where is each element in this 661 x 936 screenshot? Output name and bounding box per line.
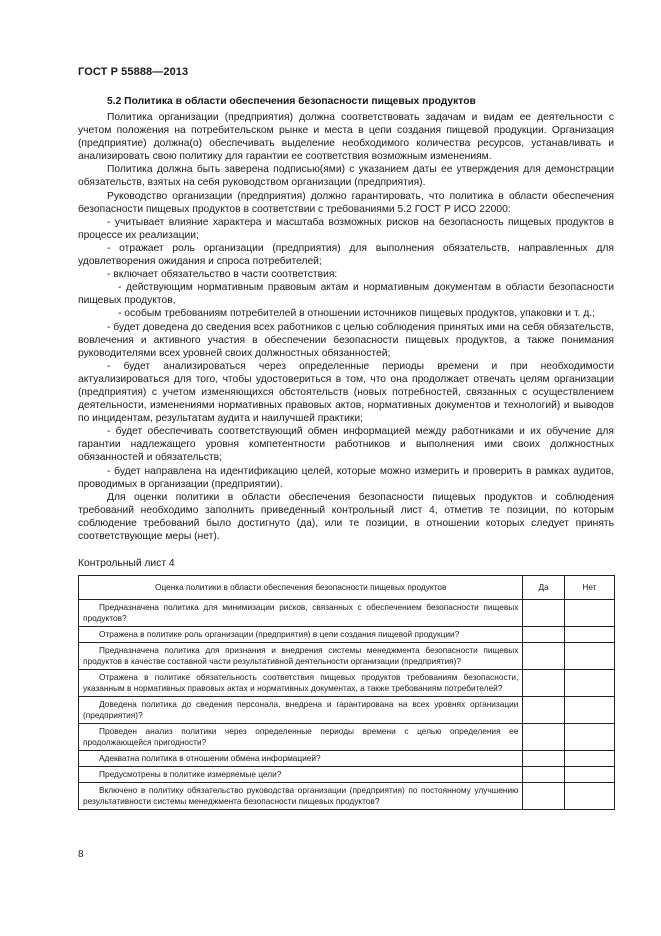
table-row <box>79 670 615 697</box>
question-cell: Доведена политика до сведения персонала, внедрена и гарантирована на всех уровнях организации (предприятия)? <box>79 697 523 724</box>
yes-cell[interactable] <box>523 751 564 767</box>
no-cell[interactable] <box>564 600 614 627</box>
question-cell: Проведен анализ политики через определенные периоды времени с целью определения ее продолжающейся пригодности? <box>79 724 523 751</box>
paragraph: Политика должна быть заверена подписью(ями) с указанием даты ее утверждения для демонстрации обязательств, взятых на себя руководством организации (предприятия). <box>78 164 614 189</box>
no-cell[interactable] <box>564 643 614 670</box>
yes-cell[interactable] <box>523 724 564 751</box>
table-row <box>79 627 615 643</box>
sub-list-item: - особым требованиям потребителей в отношении источников пищевых продуктов, упаковки и т. д.; <box>118 308 595 320</box>
paragraph: Для оценки политики в области обеспечения безопасности пищевых продуктов и соблюдения требований необходимо заполнить приведенный контрольный лист 4, отметив те позиции, по которым соблюдение требований было достигнуто (да), или те позиции, в отношении которых следует принять соответствующие меры (нет). <box>78 491 614 542</box>
question-cell: Предусмотрены в политике измеряемые цели? <box>79 767 523 783</box>
no-cell[interactable] <box>564 783 614 810</box>
question-cell: Предназначена политика для признания и внедрения системы менеджмента безопасности пищевых продуктов в качестве составной части результативной деятельности организации (предприятия)? <box>79 643 523 670</box>
page-number: 8 <box>78 849 84 860</box>
list-item: - будет анализироваться через определенные периоды времени и при необходимости актуализироваться для того, чтобы удостовериться в том, что она продолжает отвечать целям организации (предприятия) с учетом изменяющихся обстоятельств (новых потребностей, связанных с осуществлением деятельности, изменениями нормативных правовых актов, нормативных документов и технологий) и выводов по инцидентам, результатам аудита и наилучшей практики; <box>78 360 614 425</box>
no-cell[interactable] <box>564 751 614 767</box>
table-row <box>79 783 615 810</box>
table-row <box>79 600 615 627</box>
no-cell[interactable] <box>564 670 614 697</box>
question-cell: Предназначена политика для минимизации рисков, связанных с обеспечением безопасности пищевых продуктов? <box>79 600 523 627</box>
question-cell: Адекватна политика в отношении обмена информацией? <box>79 751 523 767</box>
no-cell[interactable] <box>564 724 614 751</box>
section-title: 5.2 Политика в области обеспечения безопасности пищевых продуктов <box>107 96 476 107</box>
question-cell: Включено в политику обязательство руководства организации (предприятия) по постоянному улучшению результативности системы менеджмента безопасности пищевых продуктов? <box>79 783 523 810</box>
no-cell[interactable] <box>564 767 614 783</box>
paragraph: Политика организации (предприятия) должна соответствовать задачам и видам ее деятельности с учетом положения на потребительском рынке и места в цепи создания пищевой продукции. Организация (предприятие) должна(о) обеспечивать выделение необходимого количества ресурсов, устанавливать и анализировать свою политику для гарантии ее соответствия возможным изменениям. <box>78 112 614 163</box>
header-no: Нет <box>564 576 614 600</box>
header-yes: Да <box>523 576 564 600</box>
checklist-caption: Контрольный лист 4 <box>78 558 175 569</box>
list-item: - будет обеспечивать соответствующий обмен информацией между работниками и их обучение для гарантии надлежащего уровня компетентности работников и выполнения ими своих должностных обязанностей и обязательств; <box>78 426 614 464</box>
paragraph: Руководство организации (предприятия) должно гарантировать, что политика в области обеспечения безопасности пищевых продуктов в соответствии с требованиями 5.2 ГОСТ Р ИСО 22000: <box>78 190 614 215</box>
sub-list-item: - действующим нормативным правовым актам и нормативным документам в области безопасности пищевых продуктов, <box>78 282 614 307</box>
yes-cell[interactable] <box>523 767 564 783</box>
question-cell: Отражена в политике роль организации (предприятия) в цепи создания пищевой продукции? <box>79 627 523 643</box>
table-header-row <box>79 576 615 600</box>
table-row <box>79 751 615 767</box>
table-row <box>79 697 615 724</box>
yes-cell[interactable] <box>523 643 564 670</box>
document-header: ГОСТ Р 55888—2013 <box>78 66 189 78</box>
table-row <box>79 643 615 670</box>
checklist-table <box>78 575 615 810</box>
table-row <box>79 724 615 751</box>
yes-cell[interactable] <box>523 627 564 643</box>
no-cell[interactable] <box>564 627 614 643</box>
header-question: Оценка политики в области обеспечения безопасности пищевых продуктов <box>79 576 523 600</box>
yes-cell[interactable] <box>523 697 564 724</box>
yes-cell[interactable] <box>523 600 564 627</box>
list-item: - отражает роль организации (предприятия) для выполнения обязательств, направленных для удовлетворения ожидания и спроса потребителей; <box>78 242 614 268</box>
list-item: - включает обязательство в части соответствия: <box>107 269 338 281</box>
yes-cell[interactable] <box>523 783 564 810</box>
body-text <box>78 111 614 543</box>
list-item: - учитывает влияние характера и масштаба возможных рисков на безопасность пищевых продуктов в процессе их реализации; <box>78 216 614 241</box>
no-cell[interactable] <box>564 697 614 724</box>
table-row <box>79 767 615 783</box>
question-cell: Отражена в политике обязательность соответствия пищевых продуктов требованиям безопасности, указанным в нормативных правовых актах и нормативных документах, а также требованиям потребителей? <box>79 670 523 697</box>
list-item: - будет направлена на идентификацию целей, которые можно измерить и проверить в рамках аудитов, проводимых в организации (предприятии). <box>78 465 614 490</box>
list-item: - будет доведена до сведения всех работников с целью соблюдения принятых ими на себя обязательств, вовлечения и активного участия в обеспечении безопасности пищевых продуктов, а также понимания руководителями всех уровней своих должностных обязанностей; <box>78 321 614 359</box>
yes-cell[interactable] <box>523 670 564 697</box>
